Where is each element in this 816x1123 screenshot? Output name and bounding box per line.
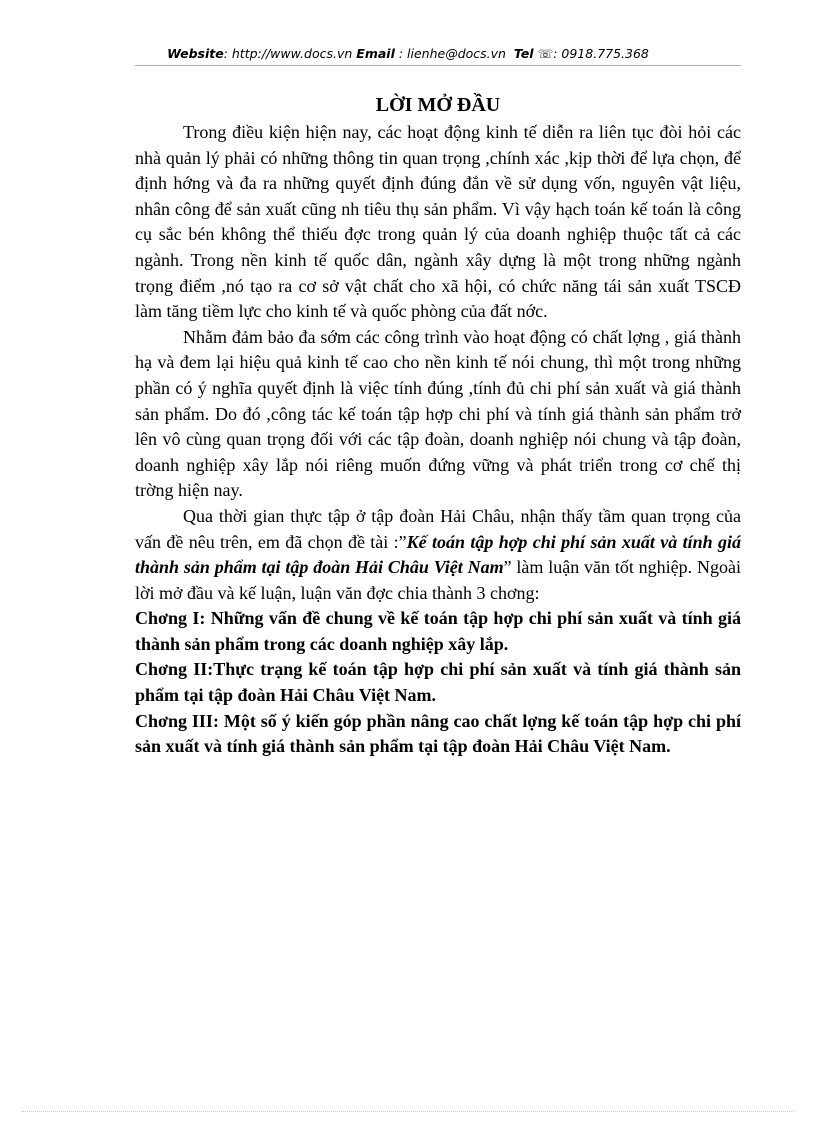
header-divider bbox=[135, 65, 741, 66]
paragraph: Trong điều kiện hiện nay, các hoạt động kinh tế diễn ra liên tục đòi hỏi các nhà quản lý phải có những thông tin quan trọng ,chính xác ,kịp thời để lựa chọn, để định hớng và đa ra những quyết định đúng đắn về sử dụng vốn, nguyên vật liệu, nhân công để sản xuất cũng nh tiêu thụ sản phẩm. Vì vậy hạch toán kế toán là công cụ sắc bén không thể thiếu đợc trong quản lý của doanh nghiệp thuộc tất cả các ngành. Trong nền kinh tế quốc dân, ngành xây dựng là một trong những ngành trọng điểm ,nó tạo ra cơ sở vật chất cho xã hội, có chức năng tái sản xuất TSCĐ làm tăng tiềm lực cho kinh tế và quốc phòng của đất nớc. bbox=[135, 122, 741, 322]
phone-icon: ☏ bbox=[537, 46, 554, 61]
page-title: LỜI MỞ ĐẦU bbox=[375, 94, 501, 116]
website-value[interactable]: : http://www.docs.vn bbox=[223, 46, 353, 61]
paragraph bbox=[135, 504, 741, 606]
page-header bbox=[0, 46, 816, 61]
tel-label: Tel bbox=[513, 46, 534, 61]
website-label: Website bbox=[167, 46, 224, 61]
tel-value: : 0918.775.368 bbox=[553, 46, 649, 61]
paragraph-text: Qua thời gian thực tập ở tập đoàn Hải Châu, nhận thấy tầm quan trọng của vấn đề nêu trên, em đã chọn đề tài :” bbox=[135, 505, 741, 552]
footer-divider bbox=[22, 1111, 794, 1112]
thesis-topic: Kế toán tập hợp chi phí sản xuất và tính giá thành sản phẩm tại tập đoàn Hải Châu Việt Nam bbox=[135, 531, 741, 578]
document-body bbox=[135, 92, 741, 760]
chapter-heading: Chơng I: Những vấn đề chung về kế toán tập hợp chi phí sản xuất và tính giá thành sản phẩm trong các doanh nghiệp xây lắp. bbox=[135, 608, 741, 654]
email-value[interactable]: : lienhe@docs.vn bbox=[394, 46, 506, 61]
paragraph: Nhằm đảm bảo đa sớm các công trình vào hoạt động có chất lợng , giá thành hạ và đem lại hiệu quả kinh tế cao cho nền kinh tế nói chung, thì một trong những phần có ý nghĩa quyết định là việc tính đúng ,tính đủ chi phí sản xuất và giá thành sản phẩm. Do đó ,công tác kế toán tập hợp chi phí và tính giá thành sản phẩm trở lên vô cùng quan trọng đối với các tập đoàn, doanh nghiệp nói chung và tập đoàn, doanh nghiệp xây lắp nói riêng muốn đứng vững và phát triển trong cơ chế thị trờng hiện nay. bbox=[135, 326, 741, 501]
paragraph-text: ” làm luận văn tốt nghiệp. Ngoài lời mở đầu và kế luận, luận văn đợc chia thành 3 chơng: bbox=[135, 557, 741, 603]
email-label: Email bbox=[356, 46, 395, 61]
chapter-heading: Chơng II:Thực trạng kế toán tập hợp chi phí sản xuất và tính giá thành sản phẩm tại tập đoàn Hải Châu Việt Nam. bbox=[135, 659, 741, 706]
chapter-heading: Chơng III: Một số ý kiến góp phần nâng cao chất lợng kế toán tập hợp chi phí sản xuất và tính giá thành sản phẩm tại tập đoàn Hải Châu Việt Nam. bbox=[135, 710, 741, 757]
